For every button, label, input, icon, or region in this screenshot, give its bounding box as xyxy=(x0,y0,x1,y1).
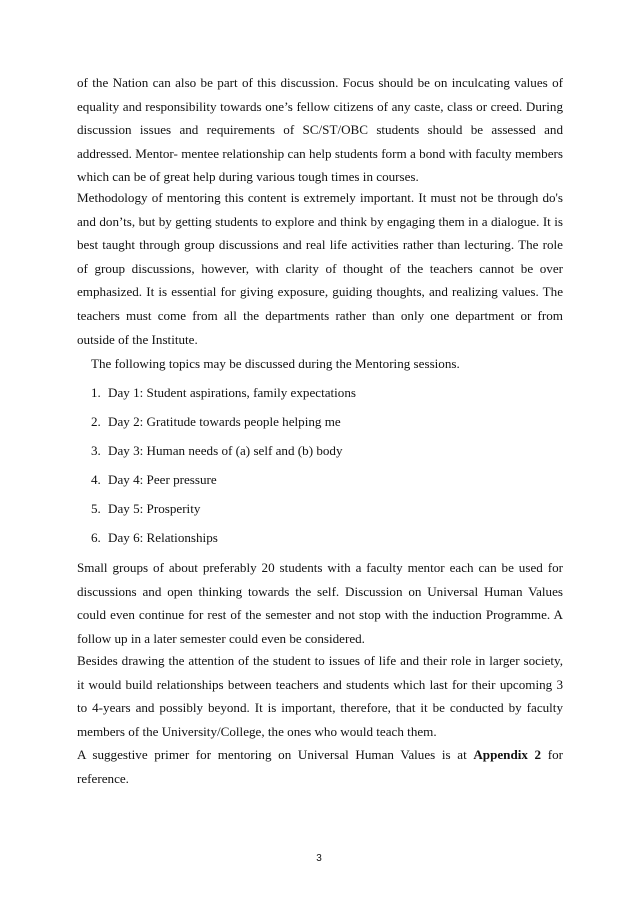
list-item xyxy=(91,500,200,518)
list-item xyxy=(91,471,217,489)
list-item xyxy=(91,442,343,460)
paragraph-small-groups: Small groups of about preferably 20 students with a faculty mentor each can be used for discussions and open thinking towards the self. Discussion on Universal Human Values could even continue for rest of the semester and not stop with the induction Programme. A follow up in a later semester could even be considered. xyxy=(77,560,563,646)
topics-intro: The following topics may be discussed during the Mentoring sessions. xyxy=(91,356,460,371)
page-number: 3 xyxy=(316,853,322,864)
list-item xyxy=(91,384,356,402)
list-item-text: Day 3: Human needs of (a) self and (b) body xyxy=(108,443,343,458)
list-item-text: Day 4: Peer pressure xyxy=(108,472,217,487)
primer-text-before: A suggestive primer for mentoring on Universal Human Values is at xyxy=(77,747,474,762)
list-item-number: 6. xyxy=(91,530,101,545)
list-item-text: Day 2: Gratitude towards people helping me xyxy=(108,414,341,429)
list-item xyxy=(91,413,341,431)
paragraph-primer xyxy=(77,743,563,790)
list-item-text: Day 5: Prosperity xyxy=(108,501,201,516)
list-item-number: 3. xyxy=(91,443,101,458)
list-item-number: 2. xyxy=(91,414,101,429)
list-item-number: 4. xyxy=(91,472,101,487)
list-item-number: 1. xyxy=(91,385,101,400)
list-item xyxy=(91,529,218,547)
list-item-number: 5. xyxy=(91,501,101,516)
primer-text-after: for reference. xyxy=(77,747,564,786)
paragraph-relationships: Besides drawing the attention of the student to issues of life and their role in larger society, it would build relationships between teachers and students which last for their upcoming 3 to 4-years and possibly beyond. It is important, therefore, that it be conducted by faculty members of the University/College, the ones who would teach them. xyxy=(77,653,563,739)
appendix-reference: Appendix 2 xyxy=(473,747,542,762)
list-item-text: Day 1: Student aspirations, family expectations xyxy=(108,385,357,400)
paragraph-methodology: Methodology of mentoring this content is extremely important. It must not be through do's and don’ts, but by getting students to explore and think by engaging them in a dialogue. It is best taught through group discussions and real life activities rather than lecturing. The role of group discussions, however, with clarity of thought of the teachers cannot be over emphasized. It is essential for giving exposure, guiding thoughts, and realizing values. The teachers must come from all the departments rather than only one department or from outside of the Institute. xyxy=(77,190,563,347)
list-item-text: Day 6: Relationships xyxy=(108,530,218,545)
paragraph-values-discussion: of the Nation can also be part of this discussion. Focus should be on inculcating values of equality and responsibility towards one’s fellow citizens of any caste, class or creed. During discussion issues and requirements of SC/ST/OBC students should be assessed and addressed. Mentor- mentee relationship can help students form a bond with faculty members which can be of great help during various tough times in courses. xyxy=(77,75,563,185)
